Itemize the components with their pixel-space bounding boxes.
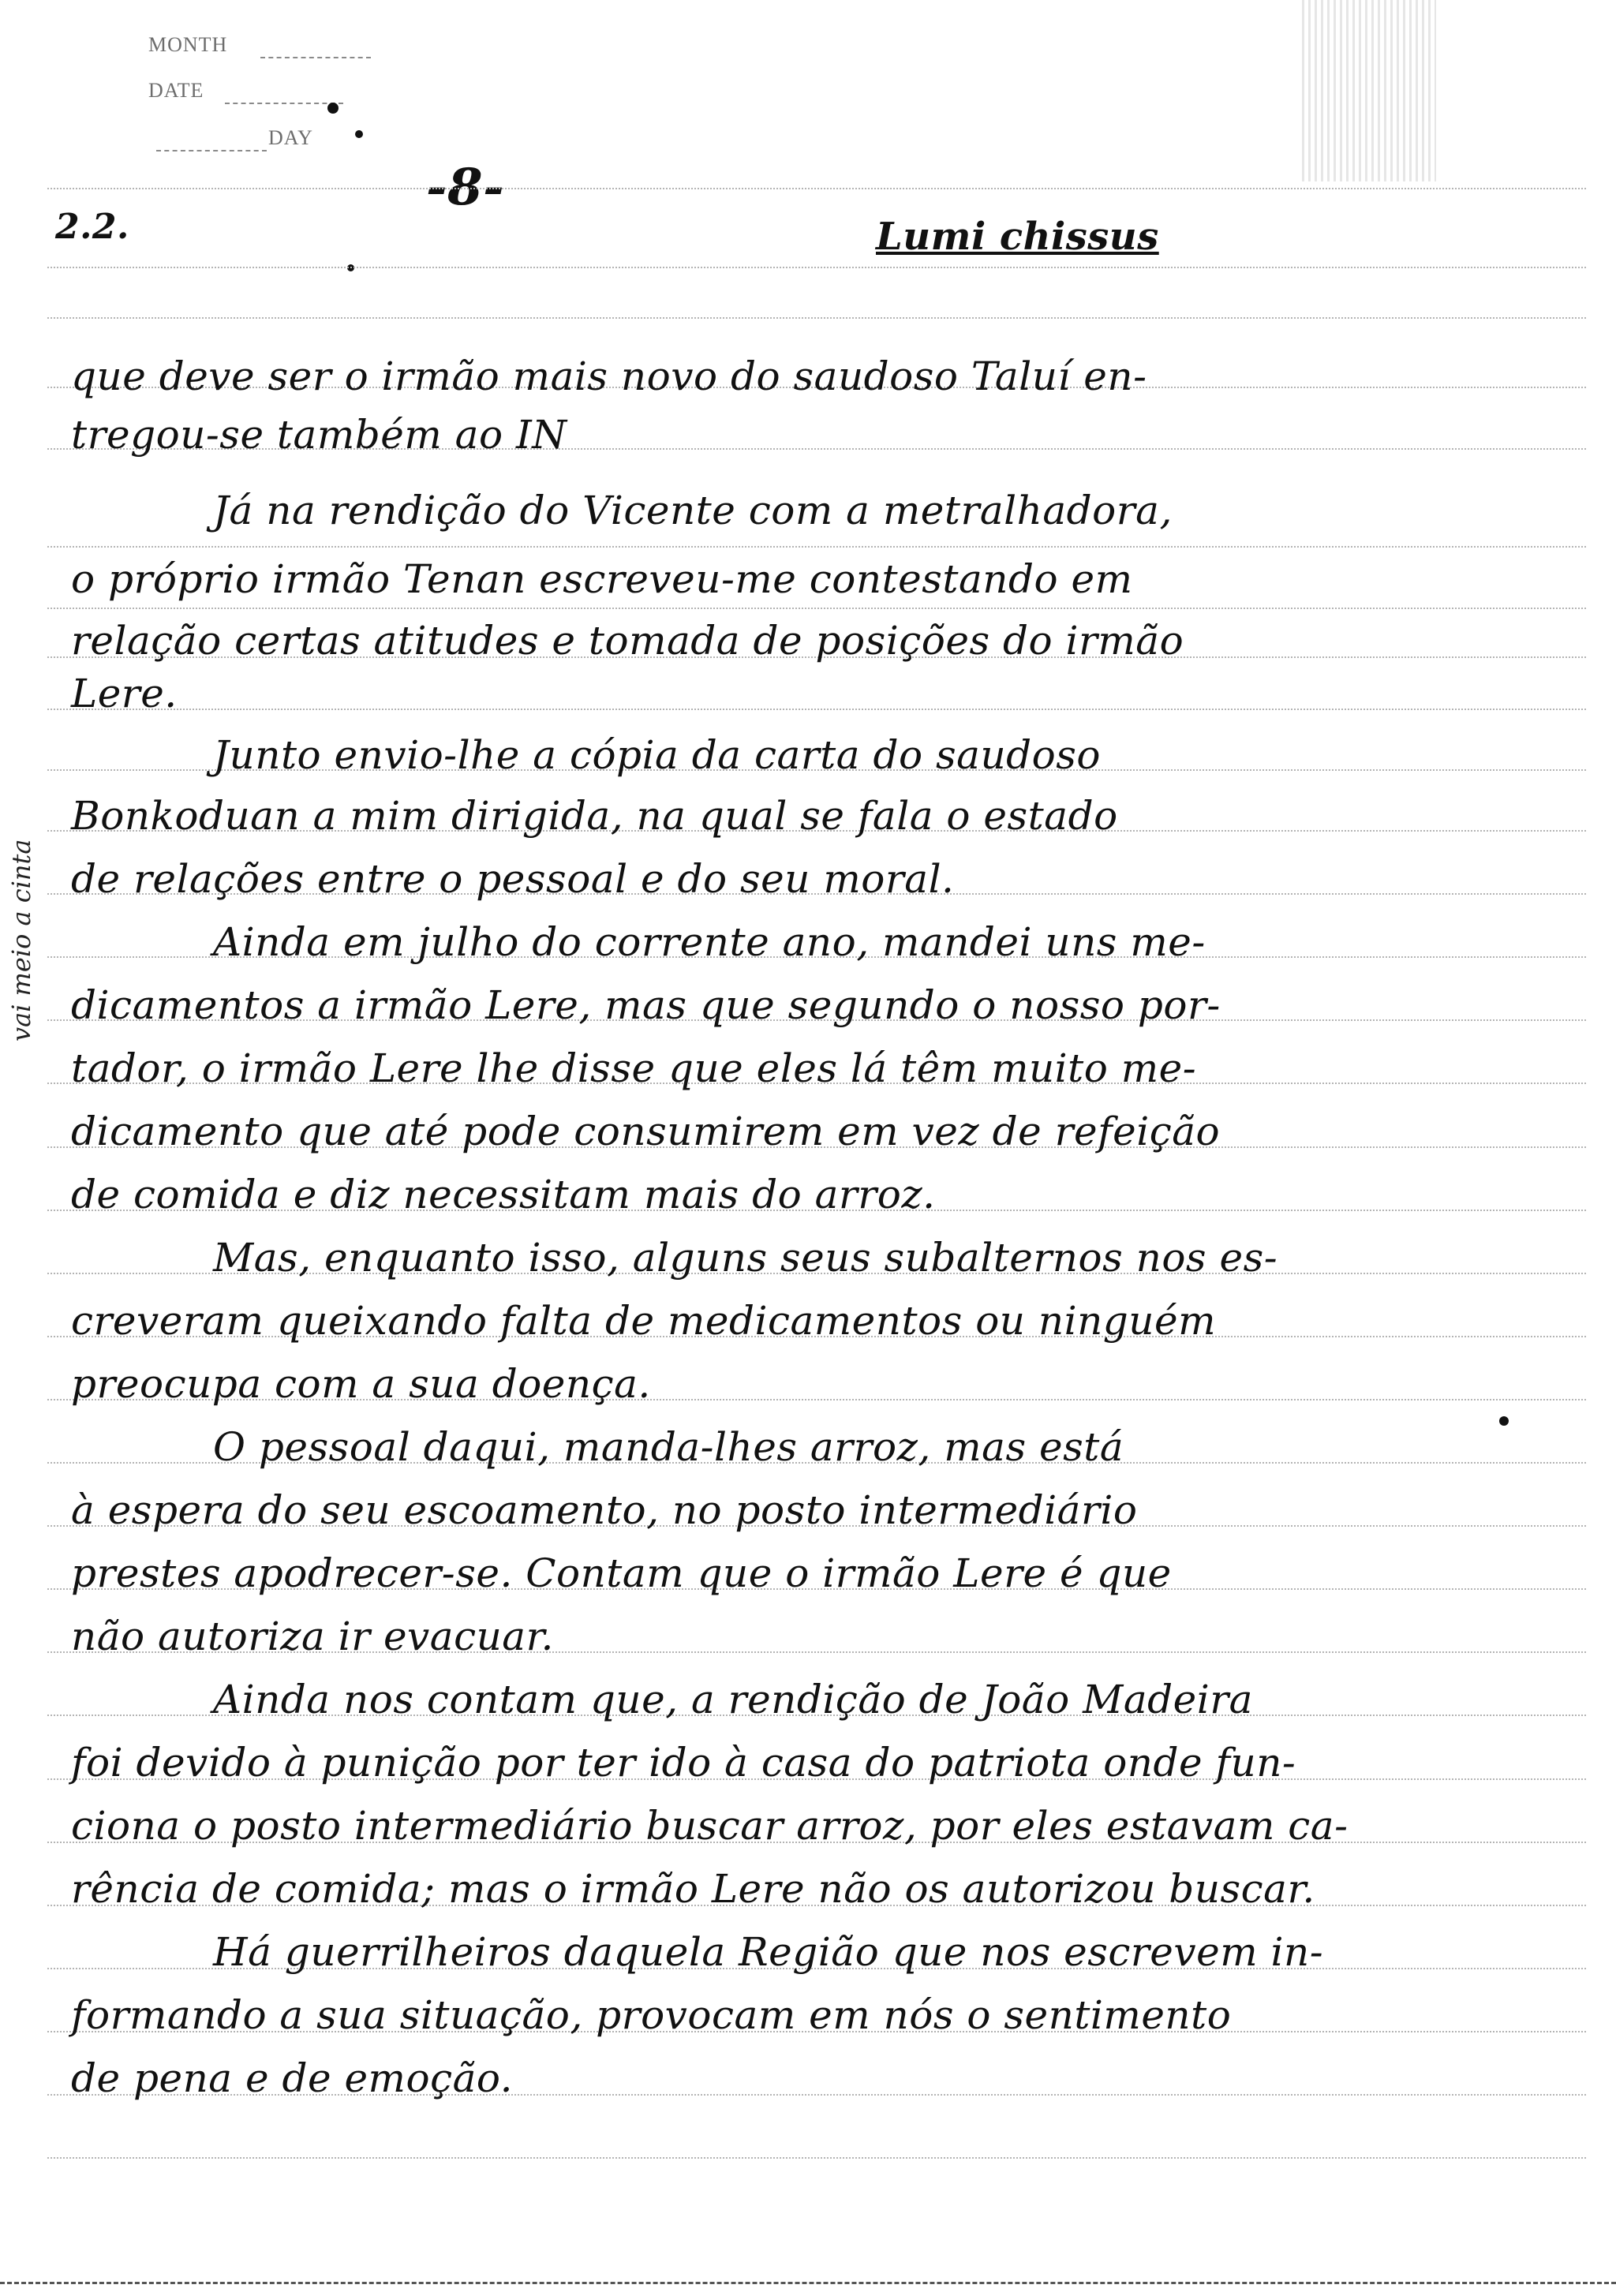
margin-annotation: vai meio a cinta [6, 839, 36, 1041]
letter-line: rência de comida; mas o irmão Lere não os autorizou buscar. [71, 1866, 1315, 1912]
letter-line: formando a sua situação, provocam em nós o sentimento [71, 1992, 1232, 2038]
letter-line: foi devido à punição por ter ido à casa do patriota onde fun- [71, 1740, 1296, 1786]
letter-line: de comida e diz necessitam mais do arroz. [71, 1172, 936, 1217]
letter-line: Ainda nos contam que, a rendição de João Madeira [213, 1677, 1253, 1722]
letter-line: dicamentos a irmão Lere, mas que segundo o nosso por- [71, 982, 1221, 1028]
letter-line: relação certas atitudes e tomada de posições do irmão [71, 618, 1184, 664]
letter-line: não autoriza ir evacuar. [71, 1614, 554, 1659]
day-rule [156, 150, 267, 151]
date-label: DATE [148, 79, 204, 102]
letter-line: prestes apodrecer-se. Contam que o irmão Lere é que [71, 1550, 1172, 1596]
letter-line: Ainda em julho do corrente ano, mandei uns me- [213, 919, 1206, 965]
letter-line: dicamento que até pode consumirem em vez de refeição [71, 1109, 1221, 1154]
letter-line: creveram queixando falta de medicamentos ou ninguém [71, 1298, 1217, 1344]
letter-line: que deve ser o irmão mais novo do saudoso Taluí en- [71, 353, 1147, 399]
ruled-line [47, 608, 1586, 609]
date-rule [225, 103, 343, 104]
letter-line: Lere. [71, 671, 178, 716]
page-number: -8- [426, 158, 505, 217]
month-label: MONTH [148, 33, 228, 56]
letter-line: de pena e de emoção. [71, 2055, 513, 2101]
letter-line: ciona o posto intermediário buscar arroz, por eles estavam ca- [71, 1803, 1349, 1849]
letter-line: o próprio irmão Tenan escreveu-me contestando em [71, 556, 1133, 602]
letter-line: Junto envio-lhe a cópia da carta do saudoso [213, 732, 1102, 778]
ruled-line [47, 709, 1586, 710]
page-bottom-edge [0, 2282, 1616, 2284]
ink-speck [1499, 1416, 1509, 1426]
ruled-line [47, 317, 1586, 319]
ink-speck [327, 103, 339, 114]
ruled-line [47, 2157, 1586, 2159]
letter-line: Há guerrilheiros daquela Região que nos escrevem in- [213, 1929, 1324, 1975]
letter-line: tregou-se também ao IN [71, 412, 567, 458]
letter-line: Mas, enquanto isso, alguns seus subalternos nos es- [213, 1235, 1278, 1281]
month-rule [260, 57, 371, 58]
letter-line: preocupa com a sua doença. [71, 1361, 651, 1407]
ruled-line [47, 546, 1586, 548]
ruled-line [47, 267, 1586, 268]
day-label: DAY [268, 126, 313, 149]
ink-speck [355, 130, 363, 138]
letter-line: à espera do seu escoamento, no posto intermediário [71, 1487, 1138, 1533]
scan-smudge [1302, 0, 1436, 181]
letter-line: O pessoal daqui, manda-lhes arroz, mas está [213, 1424, 1124, 1470]
letter-line: Bonkoduan a mim dirigida, na qual se fala o estado [71, 793, 1118, 839]
letter-line: Já na rendição do Vicente com a metralhadora, [213, 488, 1173, 533]
letter-line: de relações entre o pessoal e do seu moral. [71, 856, 955, 902]
letter-line: tador, o irmão Lere lhe disse que eles lá têm muito me- [71, 1045, 1197, 1091]
ruled-line [47, 188, 1586, 189]
top-right-fragment: Lumi chissus [876, 215, 1159, 259]
top-left-fragment: 2.2. [55, 207, 129, 247]
